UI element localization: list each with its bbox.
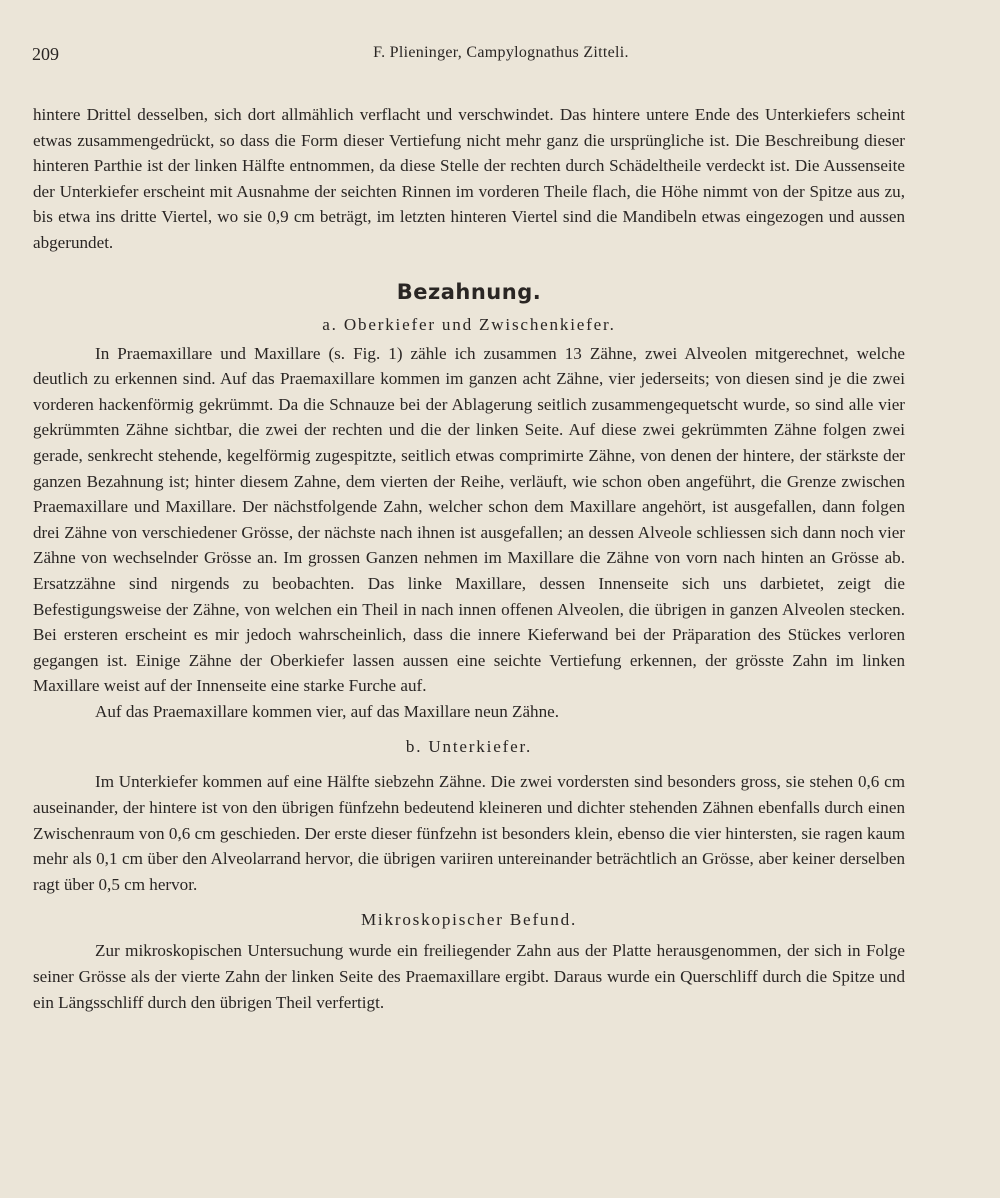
subheading-oberkiefer: a. Oberkiefer und Zwischenkiefer. [322,314,616,334]
running-title: F. Plieninger, Campylognathus Zitteli. [373,44,629,61]
subheading-unterkiefer: b. Unterkiefer. [405,737,533,757]
page-number: 209 [32,44,59,64]
intro-paragraph: hintere Drittel desselben, sich dort allmählich verflacht und verschwindet. Das hintere untere Ende des Unterkiefers scheint etwas zusammengedrückt, so dass die Form dieser Vertiefung nicht mehr ganz die ursprüngliche ist. Die Beschreibung dieser hinteren Parthie ist der linken Hälfte entnommen, da diese Stelle der rechten durch Schädeltheile verdeckt ist. Die Aussenseite der Unterkiefer erscheint mit Ausnahme der seichten Rinnen im vorderen Theile flach, die Höhe nimmt von der Spitze aus zu, bis etwa ins dritte Viertel, wo sie 0,9 cm beträgt, im letzten hinteren Viertel sind die Mandibeln etwas eingezogen und aussen abgerundet. [33,105,905,252]
running-head [32,44,970,68]
page-body [33,102,905,1015]
paragraph-mikroskopischer-befund: Zur mikroskopischen Untersuchung wurde ein freiliegender Zahn aus der Platte herausgenommen, der sich in Folge seiner Grösse als der vierte Zahn der linken Seite des Praemaxillare ergibt. Daraus wurde ein Querschliff durch die Spitze und ein Längsschliff durch den übrigen Theil verfertigt. [33,941,905,1012]
subheading-mikroskopischer-befund: Mikroskopischer Befund. [360,910,578,930]
section-title: Bezahnung. [396,279,542,304]
paragraph-oberkiefer: In Praemaxillare und Maxillare (s. Fig. 1) zähle ich zusammen 13 Zähne, zwei Alveolen mitgerechnet, welche deutlich zu erkennen sind. Auf das Praemaxillare kommen im ganzen acht Zähne, vier jederseits; von diesen sind je die zwei vorderen hackenförmig gekrümmt. Da die Schnauze bei der Ablagerung seitlich zusammengequetscht wurde, so sind alle vier gekrümmten Zähne sichtbar, die zwei der rechten und die der linken Seite. Auf diese zwei gekrümmten Zähne folgen zwei gerade, senkrecht stehende, kegelförmig zugespitzte, seitlich etwas comprimirte Zähne, von denen der hintere, der stärkste der ganzen Bezahnung ist; hinter diesem Zahne, dem vierten der Reihe, verläuft, wie schon oben angeführt, die Grenze zwischen Praemaxillare und Maxillare. Der nächstfolgende Zahn, welcher schon dem Maxillare angehört, ist ausgefallen, dann folgen drei Zähne von verschiedener Grösse, der nächste nach ihnen ist ausgefallen; an dessen Alveole schliessen sich dann noch vier Zähne von wechselnder Grösse an. Im grossen Ganzen nehmen im Maxillare die Zähne von vorn nach hinten an Grösse ab. Ersatzzähne sind nirgends zu beobachten. Das linke Maxillare, dessen Innenseite sich uns darbietet, zeigt die Befestigungsweise der Zähne, von welchen ein Theil in nach innen offenen Alveolen, die übrigen in ganzen Alveolen stecken. Bei ersteren erscheint es mir jedoch wahrscheinlich, dass die innere Kieferwand bei der Präparation des Stückes verloren gegangen ist. Einige Zähne der Oberkiefer lassen aussen eine seichte Vertiefung erkennen, der grösste Zahn im linken Maxillare weist auf der Innenseite eine starke Furche auf. [33,343,905,696]
paragraph-oberkiefer-summary: Auf das Praemaxillare kommen vier, auf das Maxillare neun Zähne. [95,701,560,721]
paragraph-unterkiefer: Im Unterkiefer kommen auf eine Hälfte siebzehn Zähne. Die zwei vordersten sind besonders gross, sie stehen 0,6 cm auseinander, der hintere ist von den übrigen fünfzehn bedeutend kleineren und dichter stehenden Zähnen ebenfalls durch einen Zwischenraum von 0,6 cm geschieden. Der erste dieser fünfzehn ist besonders klein, ebenso die vier hintersten, sie ragen kaum mehr als 0,1 cm über den Alveolarrand hervor, die übrigen variiren untereinander beträchtlich an Grösse, aber keiner derselben ragt über 0,5 cm hervor. [33,772,905,894]
